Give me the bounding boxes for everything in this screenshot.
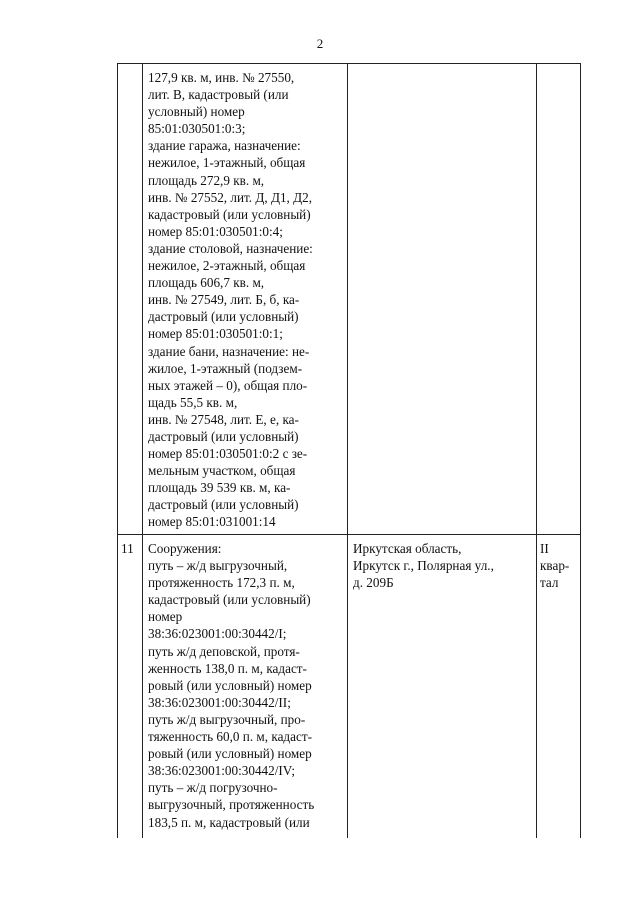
description-line: инв. № 27552, лит. Д, Д1, Д2, <box>148 189 313 205</box>
description-line: тяженность 60,0 п. м, кадаст- <box>148 729 313 745</box>
term-cell <box>540 540 569 591</box>
description-line: мельным участком, общая <box>148 463 296 479</box>
description-line: номер 85:01:030501:0:4; <box>148 223 283 239</box>
description-line: площадь 39 539 кв. м, ка- <box>148 480 291 496</box>
address-line: Иркутск г., Полярная ул., <box>353 558 494 574</box>
description-line: дастровый (или условный) <box>148 309 299 325</box>
description-line: условный) номер <box>148 104 245 120</box>
address-line: Иркутская область, <box>353 541 462 556</box>
description-line: номер 85:01:030501:0:2 с зе- <box>148 446 308 462</box>
description-line: 183,5 п. м, кадастровый (или <box>148 814 310 830</box>
table-border-col2 <box>347 63 348 838</box>
description-line: 38:36:023001:00:30442/IV; <box>148 763 296 779</box>
description-line: 38:36:023001:00:30442/II; <box>148 694 291 710</box>
description-line: 38:36:023001:00:30442/I; <box>148 626 287 642</box>
table-border-top <box>117 63 581 64</box>
description-line: протяженность 172,3 п. м, <box>148 575 295 591</box>
description-line: выгрузочный, протяженность <box>148 797 315 813</box>
table-border-col3 <box>536 63 537 838</box>
description-line: путь – ж/д выгрузочный, <box>148 558 288 574</box>
description-line: жилое, 1-этажный (подзем- <box>148 360 303 376</box>
description-line: инв. № 27548, лит. Е, е, ка- <box>148 411 299 427</box>
description-line: дастровый (или условный) <box>148 497 299 513</box>
description-line: номер 85:01:031001:14 <box>148 514 276 530</box>
table-border-col1 <box>142 63 143 838</box>
description-line: номер 85:01:030501:0:1; <box>148 326 283 342</box>
table-border-right <box>580 63 581 838</box>
description-line: нежилое, 1-этажный, общая <box>148 155 306 171</box>
description-line: щадь 55,5 кв. м, <box>148 394 238 410</box>
description-line: путь ж/д выгрузочный, про- <box>148 711 306 727</box>
description-line: путь – ж/д погрузочно- <box>148 780 278 796</box>
description-line: путь ж/д деповской, протя- <box>148 643 300 659</box>
description-line: лит. В, кадастровый (или <box>148 87 289 103</box>
description-line: ных этажей – 0), общая пло- <box>148 377 308 393</box>
description-line: площадь 606,7 кв. м, <box>148 275 265 291</box>
description-line: кадастровый (или условный) <box>148 206 311 222</box>
description-line: женность 138,0 п. м, кадаст- <box>148 660 307 676</box>
term-line: II <box>540 541 549 556</box>
address-cell <box>353 540 494 591</box>
description-line: ровый (или условный) номер <box>148 746 312 762</box>
description-line: 127,9 кв. м, инв. № 27550, <box>148 70 295 85</box>
term-line: тал <box>540 575 559 591</box>
description-line: 85:01:030501:0:3; <box>148 121 246 137</box>
description-line: ровый (или условный) номер <box>148 677 312 693</box>
row-number: 11 <box>121 541 134 556</box>
description-line: здание бани, назначение: не- <box>148 343 310 359</box>
description-line: здание гаража, назначение: <box>148 138 301 154</box>
table-border-left <box>117 63 118 838</box>
description-line: дастровый (или условный) <box>148 428 299 444</box>
description-line: нежилое, 2-этажный, общая <box>148 258 306 274</box>
description-line: кадастровый (или условный) <box>148 592 311 608</box>
row-separator <box>117 534 581 535</box>
term-line: квар- <box>540 558 570 574</box>
page-number: 2 <box>316 36 324 51</box>
description-line: здание столовой, назначение: <box>148 240 313 256</box>
description-line: Сооружения: <box>148 541 222 556</box>
description-cell <box>148 69 313 531</box>
description-cell <box>148 540 314 831</box>
description-line: площадь 272,9 кв. м, <box>148 172 265 188</box>
address-line: д. 209Б <box>353 575 394 591</box>
description-line: инв. № 27549, лит. Б, б, ка- <box>148 292 300 308</box>
description-line: номер <box>148 609 183 625</box>
